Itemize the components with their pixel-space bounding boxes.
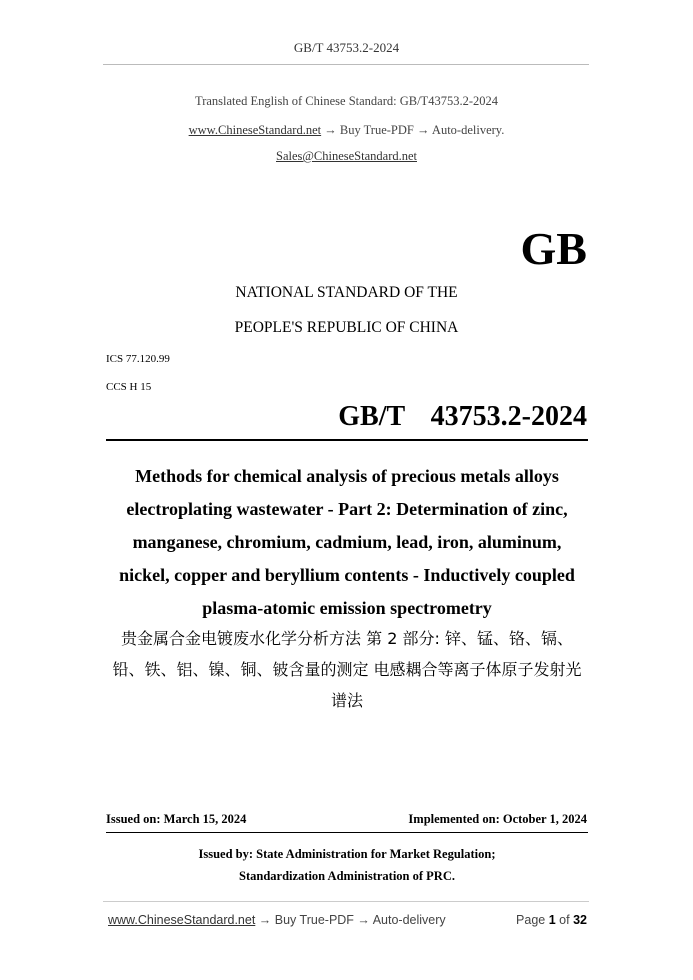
ccs-code: CCS H 15: [106, 381, 152, 393]
page-label: Page: [516, 913, 546, 927]
running-header: GB/T 43753.2-2024: [293, 40, 400, 55]
footer-purchase-line: [108, 913, 446, 927]
national-standard-line1: NATIONAL STANDARD OF THE: [235, 284, 458, 301]
sales-email-link[interactable]: Sales@ChineseStandard.net: [276, 149, 417, 163]
sales-line: [0, 149, 693, 164]
buy-text: → Buy True-PDF → Auto-delivery.: [321, 123, 505, 137]
national-standard-line2: PEOPLE'S REPUBLIC OF CHINA: [234, 319, 459, 336]
issuing-authority: [106, 843, 588, 887]
issued-on-date: Issued on: March 15, 2024: [106, 812, 247, 826]
dates-divider: [106, 832, 588, 833]
footer-divider: [103, 901, 589, 902]
issued-by-line1: Issued by: State Administration for Market Regulation;: [198, 847, 496, 861]
page-indicator: [516, 913, 587, 927]
ics-code: ICS 77.120.99: [106, 353, 170, 365]
title-divider: [106, 439, 588, 441]
english-title: Methods for chemical analysis of precious metals alloys electroplating wastewater - Part 2: Determination of zinc, manganese, chromium, cadmium, lead, iron, aluminum, nickel, copper and beryllium contents - Inductively coupled plasma-atomic emission spectrometry: [119, 466, 575, 618]
issued-by-line2: Standardization Administration of PRC.: [239, 869, 455, 883]
gb-mark: GB: [520, 223, 587, 274]
translation-notice: Translated English of Chinese Standard: GB/T43753.2-2024: [195, 94, 498, 108]
footer-buy-text: → Buy True-PDF → Auto-delivery: [255, 913, 446, 927]
standard-number: GB/T 43753.2-2024: [338, 401, 587, 432]
implemented-on-date: Implemented on: October 1, 2024: [408, 812, 587, 826]
page-total: 32: [573, 913, 587, 927]
page-of: of: [559, 913, 570, 927]
page-current: 1: [548, 913, 556, 927]
header-divider: [103, 64, 589, 65]
purchase-line: [0, 123, 693, 138]
site-link[interactable]: www.ChineseStandard.net: [188, 123, 322, 137]
chinese-title: 贵金属合金电镀废水化学分析方法 第 2 部分: 锌、锰、铬、镉、铅、铁、铝、镍、铜、铍含量的测定 电感耦合等离子体原子发射光谱法: [112, 629, 582, 710]
footer-site-link[interactable]: www.ChineseStandard.net: [108, 913, 256, 927]
